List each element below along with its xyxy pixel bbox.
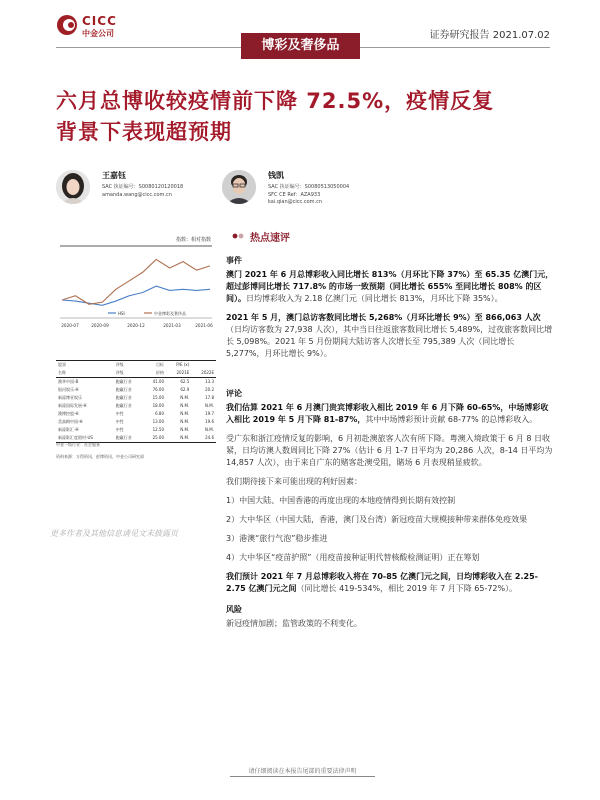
x-tick-label: 2021-06 xyxy=(195,323,213,328)
cicc-logo xyxy=(56,12,136,40)
report-title xyxy=(56,86,576,148)
table-cell: 24.6 xyxy=(191,434,216,443)
table-row xyxy=(56,378,216,387)
comment-paragraph-text: 其中中场博彩预计贡献 68-77% 的总博彩收入。 xyxy=(365,415,538,424)
table-header-cell: 2022E xyxy=(191,369,216,378)
table-cell: 跑赢行业 xyxy=(115,379,132,384)
table-cell: 20.2 xyxy=(205,387,214,392)
event-paragraph-text: 日均博彩收入为 2.18 亿澳门元（同比增长 813%，月环比下降 35%）。 xyxy=(246,294,503,303)
table-cell: 6.80 xyxy=(155,411,165,416)
table-cell: 新濠博亚娱乐 xyxy=(58,395,82,400)
analyst-sfc-ref: SFC CE Ref：AZA933 xyxy=(268,192,321,198)
table-cell: N.M. xyxy=(205,427,214,432)
table-cell: 41.00 xyxy=(152,379,165,384)
event-paragraph xyxy=(226,312,554,360)
highlights-title: 热点速评 xyxy=(250,233,290,244)
factor-item: 4）大中华区“疫苗护照”（用疫苗接种证明代替核酸检测证明）正在筹划 xyxy=(226,553,480,562)
legend-label: 中金博彩及奢侈品 xyxy=(154,311,186,316)
table-cell: N.M. xyxy=(180,395,190,400)
category-banner: 博彩及奢侈品 xyxy=(241,33,360,59)
logo-text-cn: 中金公司 xyxy=(82,29,114,38)
section-marker-icon xyxy=(232,232,246,240)
table-cell: 跑赢行业 xyxy=(115,387,132,392)
table-header-cell: 目标 xyxy=(143,361,166,370)
risk-heading: 风险 xyxy=(226,605,242,614)
table-row xyxy=(56,402,216,410)
table-cell: 62.9 xyxy=(180,387,190,392)
comment-section xyxy=(226,388,554,630)
table-cell: 76.00 xyxy=(152,387,165,392)
table-cell: 跑赢行业 xyxy=(114,434,144,443)
analyst-sac-number: SAC 执证编号：S0080513050004 xyxy=(268,184,350,190)
series-line-1 xyxy=(62,259,210,304)
analyst-email[interactable]: amanda.wang@cicc.com.cn xyxy=(102,192,172,198)
table-row xyxy=(56,426,216,434)
x-tick-label: 2020-09 xyxy=(91,323,109,328)
table-cell: N.M. xyxy=(180,427,190,432)
cicc-logo-icon xyxy=(56,14,78,36)
table-cell: 中性 xyxy=(115,419,124,424)
comment-paragraph xyxy=(226,402,554,426)
table-cell: 19.6 xyxy=(205,419,214,424)
factor-item: 3）港澳“旅行气泡”稳步推进 xyxy=(226,534,328,543)
table-cell: 澳华中国-B xyxy=(58,379,79,384)
table-cell: 澳博控股-H xyxy=(58,411,79,416)
comment-paragraph: 受广东和浙江疫情反复的影响，6 月初赴澳旅客人次有所下降。粤澳入境政策于 6 月 8 日收紧，日均访澳人数周同比下降 27%（估计 6 月 1-7 日平均为 20,286 人次，8-14 日平均为 14,857 人次），由于来自广东的赌客赴澳受阻，賭场 6 月表现稍显疲软。 xyxy=(226,434,553,467)
table-header-row xyxy=(56,369,216,378)
analyst-sac-number: SAC 执证编号：S0080120120018 xyxy=(102,184,184,190)
table-cell: 新濠影汇-H xyxy=(58,427,79,432)
table-cell: N.M. xyxy=(180,419,190,424)
x-tick-label: 2020-12 xyxy=(127,323,145,328)
table-cell: 中性 xyxy=(115,411,124,416)
table-cell: N.M. xyxy=(205,403,214,408)
table-cell: 13.3 xyxy=(205,379,214,384)
table-header-cell: 名称 xyxy=(56,369,114,378)
table-cell: 跑赢行业 xyxy=(115,403,132,408)
table-cell: 19.7 xyxy=(205,411,214,416)
title-line-1: 六月总博收较疫情前下降 72.5%，疫情反复 xyxy=(56,89,495,113)
table-cell: 美高梅中国-H xyxy=(58,419,83,424)
table-header-cell: 评级 xyxy=(114,369,144,378)
logo-text-en: CICC xyxy=(82,14,117,28)
event-paragraph xyxy=(226,269,554,305)
series-line-0 xyxy=(62,286,210,305)
event-section xyxy=(226,255,554,360)
factor-item: 2）大中华区（中国大陆，香港，澳门及台湾）新冠疫苗大规模接种带来群体免疫效果 xyxy=(226,515,528,524)
event-paragraph-bold: 2021 年 5 月，澳门总访客数同比增长 5,268%（月环比增长 9%）至 866,063 人次 xyxy=(226,313,541,322)
table-row xyxy=(56,418,216,426)
table-header-cell xyxy=(191,361,216,370)
legal-notice-link[interactable]: 请仔细阅读在本报告尾部的重要法律声明 xyxy=(230,766,375,777)
table-cell: 15.00 xyxy=(152,395,165,400)
analyst-photo xyxy=(56,170,90,204)
table-cell: N.M. xyxy=(180,411,190,416)
report-date: 证券研究报告 2021.07.02 xyxy=(429,30,550,41)
table-header-cell: 2021E xyxy=(166,369,191,378)
table-cell: 18.00 xyxy=(152,403,165,408)
source-note: 资料来源：万得资讯，彭博资讯，中金公司研究部 xyxy=(56,454,144,459)
table-cell: 17.8 xyxy=(205,395,214,400)
table-cell: 新濠影汇度假村-US xyxy=(56,434,114,443)
table-header-cell: P/E (x) xyxy=(166,361,191,370)
table-row xyxy=(56,386,216,394)
title-line-2: 背景下表现超预期 xyxy=(56,120,232,144)
analyst-name: 钱凯 xyxy=(268,171,284,180)
chart-unit-label: 指数：相对指数 xyxy=(176,237,212,243)
table-cell: 25.00 xyxy=(143,434,166,443)
table-cell: 中性 xyxy=(115,427,124,432)
analyst-email[interactable]: kai.qian@cicc.com.cn xyxy=(268,199,323,205)
event-heading: 事件 xyxy=(226,256,242,265)
event-paragraph-bold: 澳门 2021 年 6 月总博彩收入同比增长 813%（月环比下降 37%）至 65.35 亿澳门元，超过彭博同比增长 717.8% 的市场一致预期（同比增长 655% 至同比增长 808% 的区间）。 xyxy=(226,270,554,303)
table-cell: N.M. xyxy=(166,434,191,443)
comment-paragraph-bold: 我们估算 2021 年 6 月澳门贵宾博彩收入相比 2019 年 6 月下降 60-65%，中场博彩收入相比 2019 年 5 月下降 81-87%， xyxy=(226,403,549,424)
table-row xyxy=(56,394,216,402)
comment-paragraph: 我们期待接下来可能出现的利好因素： xyxy=(226,477,362,486)
legend-label: HSI xyxy=(118,311,125,316)
more-authors-note: 更多作者及其他信息请见文末披露页 xyxy=(50,529,178,538)
risk-paragraph: 新冠疫情加剧；监管政策的不利变化。 xyxy=(226,619,362,628)
table-cell: 62.5 xyxy=(180,379,190,384)
table-cell: 银河娱乐-H xyxy=(58,387,79,392)
table-header-cell: 评级 xyxy=(114,361,144,370)
table-row xyxy=(56,410,216,418)
table-header-row xyxy=(56,361,216,370)
x-tick-label: 2021-03 xyxy=(163,323,181,328)
x-tick-label: 2020-07 xyxy=(61,323,79,328)
table-cell: 跑赢行业 xyxy=(115,395,132,400)
stock-rating-table xyxy=(56,360,216,443)
factor-item: 1）中国大陆、中国香港的再度出现的本地疫情得到长期有效控制 xyxy=(226,496,456,505)
industry-note: 中金一级行业：社会服务 xyxy=(56,442,100,447)
analyst-photo xyxy=(222,170,256,204)
table-cell: 12.50 xyxy=(152,427,165,432)
event-paragraph-text: （日均访客数为 27,938 人次），其中当日往返旅客数同比增长 5,489%，过夜旅客数同比增长 5,098%。2021 年 5 月份期间大陆访客人次增长至 795,389 人次（同比增长 5,277%，月环比增长 9%）。 xyxy=(226,325,553,358)
forecast-paragraph-text: （同比增长 419-534%，相比 2019 年 7 月下降 65-72%）。 xyxy=(296,584,518,593)
comment-heading: 评论 xyxy=(226,389,242,398)
table-header-cell: 股票 xyxy=(56,361,114,370)
table-header-cell: 价格 xyxy=(143,369,166,378)
table-cell: 13.00 xyxy=(152,419,165,424)
analyst-name: 王嘉钰 xyxy=(102,171,126,180)
relative-performance-chart xyxy=(56,244,216,334)
table-cell: 新濠国际发展-H xyxy=(58,403,87,408)
forecast-paragraph xyxy=(226,571,554,595)
forecast-paragraph-bold: 我们预计 2021 年 7 月总博彩收入将在 70-85 亿澳门元之间，日均博彩收入在 2.25-2.75 亿澳门元之间 xyxy=(226,572,538,593)
table-cell: N.M. xyxy=(180,403,190,408)
